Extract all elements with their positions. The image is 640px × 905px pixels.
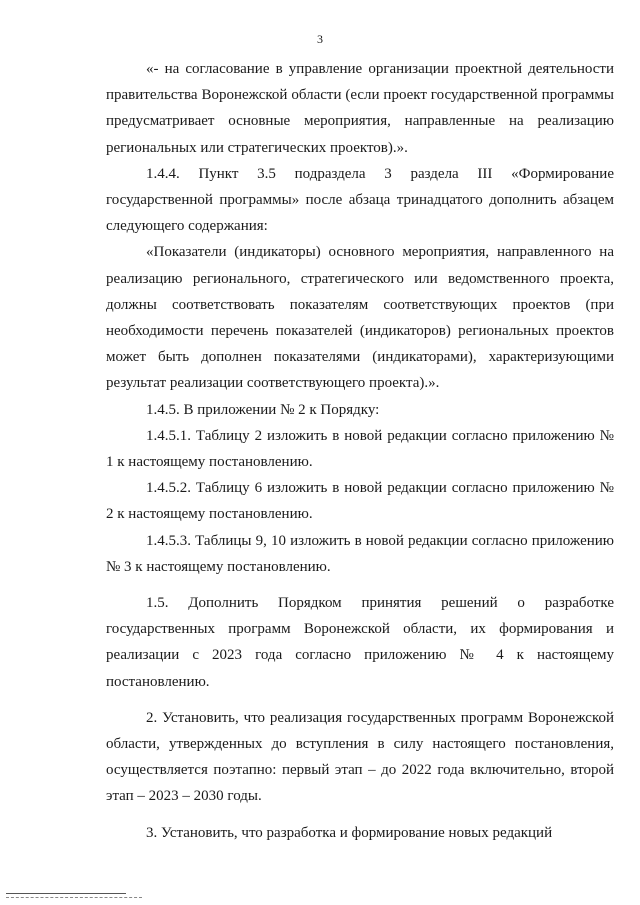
- footer-rule: [6, 893, 126, 894]
- paragraph-indicators: «Показатели (индикаторы) основного мероприятия, направленного на реализацию регионального, стратегического или ведомственного проекта, должны соответствовать показателям соответствующих проектов (при необходимости перечень показателей (индикаторов) региональных проектов может быть дополнен показателями (индикаторами), характеризующими результат реализации соответствующего проекта).».: [106, 244, 614, 392]
- page-number: 3: [317, 32, 323, 46]
- paragraph-1-4-5-2: 1.4.5.2. Таблицу 6 изложить в новой редакции согласно приложению № 2 к настоящему постановлению.: [106, 480, 614, 523]
- paragraph-1-4-5-1: 1.4.5.1. Таблицу 2 изложить в новой редакции согласно приложению № 1 к настоящему постановлению.: [106, 427, 614, 471]
- document-body: [106, 56, 614, 846]
- paragraph-1-4-5-3: 1.4.5.3. Таблицы 9, 10 изложить в новой редакции согласно приложению № 3 к настоящему постановлению.: [106, 532, 614, 575]
- paragraph-2: 2. Установить, что реализация государственных программ Воронежской области, утвержденных до вступления в силу настоящего постановления, осуществляется поэтапно: первый этап – до 2022 года включительно, второй этап – 2023 – 2030 годы.: [106, 709, 614, 805]
- paragraph-1-4-5: 1.4.5. В приложении № 2 к Порядку:: [146, 401, 380, 418]
- paragraph-3: 3. Установить, что разработка и формирование новых редакций: [146, 824, 553, 841]
- paragraph-approval-clause: «- на согласование в управление организации проектной деятельности правительства Воронежской области (если проект государственной программы предусматривает основные мероприятия, направленные на реализацию региональных или стратегических проектов).».: [106, 61, 614, 156]
- paragraph-1-5: 1.5. Дополнить Порядком принятия решений о разработке государственных программ Воронежской области, их формирования и реализации с 2023 года согласно приложению № 4 к настоящему постановлению.: [106, 595, 614, 690]
- footer-rule-dashed: [6, 897, 142, 898]
- paragraph-1-4-4: 1.4.4. Пункт 3.5 подраздела 3 раздела III «Формирование государственной программы» после абзаца тринадцатого дополнить абзацем следующего содержания:: [106, 165, 614, 235]
